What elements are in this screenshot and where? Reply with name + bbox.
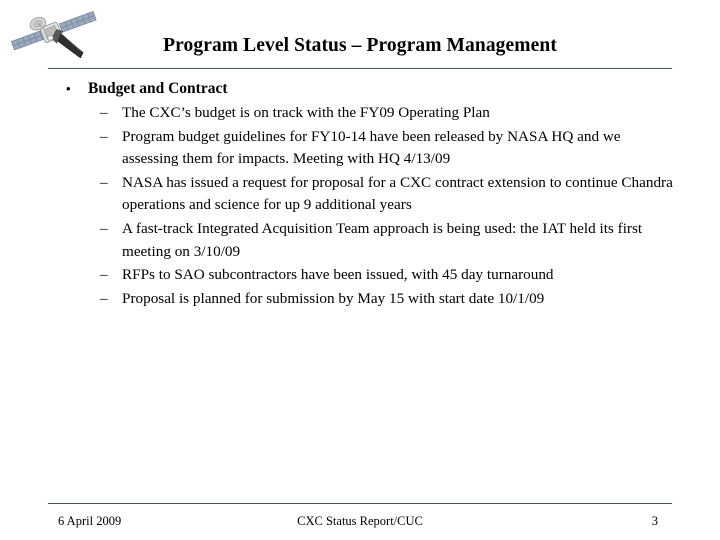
- bullet-marker-dash: –: [100, 127, 108, 145]
- footer-title: CXC Status Report/CUC: [297, 514, 423, 528]
- list-item-text: Program budget guidelines for FY10-14 have been released by NASA HQ and we assessing them for impacts. Meeting with HQ 4/13/09: [122, 127, 621, 168]
- page-number: 3: [651, 514, 658, 528]
- bullet-marker-dash: –: [100, 266, 108, 284]
- bullet-marker-dash: –: [100, 173, 108, 191]
- bullet-marker-dot: •: [66, 81, 71, 96]
- bullet-marker-dash: –: [100, 219, 108, 237]
- list-item: [48, 102, 678, 125]
- footer-date: 6 April 2009: [58, 514, 122, 528]
- title-divider: [48, 68, 672, 69]
- footer-divider: [48, 503, 672, 504]
- list-item-text: The CXC’s budget is on track with the FY09 Operating Plan: [122, 104, 490, 121]
- list-item: [48, 218, 678, 263]
- list-item-text: Proposal is planned for submission by May 15 with start date 10/1/09: [122, 289, 545, 307]
- page-title: Program Level Status – Program Management: [163, 35, 557, 56]
- slide-body: [48, 78, 678, 311]
- list-item: [48, 172, 678, 217]
- bullet-level2-list: [48, 102, 678, 310]
- bullet-level1-label: Budget and Contract: [88, 80, 228, 97]
- list-item-text: A fast-track Integrated Acquisition Team approach is being used: the IAT held its first meeting on 3/10/09: [122, 219, 643, 260]
- list-item-text: NASA has issued a request for proposal for a CXC contract extension to continue Chandra operations and science for up 9 additional years: [122, 173, 673, 214]
- slide-footer: [48, 512, 672, 532]
- bullet-marker-dash: –: [100, 289, 108, 307]
- bullet-marker-dash: –: [100, 104, 108, 121]
- list-item: [48, 126, 678, 171]
- list-item: [48, 288, 678, 311]
- list-item: [48, 264, 678, 287]
- bullet-level1: [48, 78, 678, 100]
- list-item-text: RFPs to SAO subcontractors have been issued, with 45 day turnaround: [122, 266, 554, 284]
